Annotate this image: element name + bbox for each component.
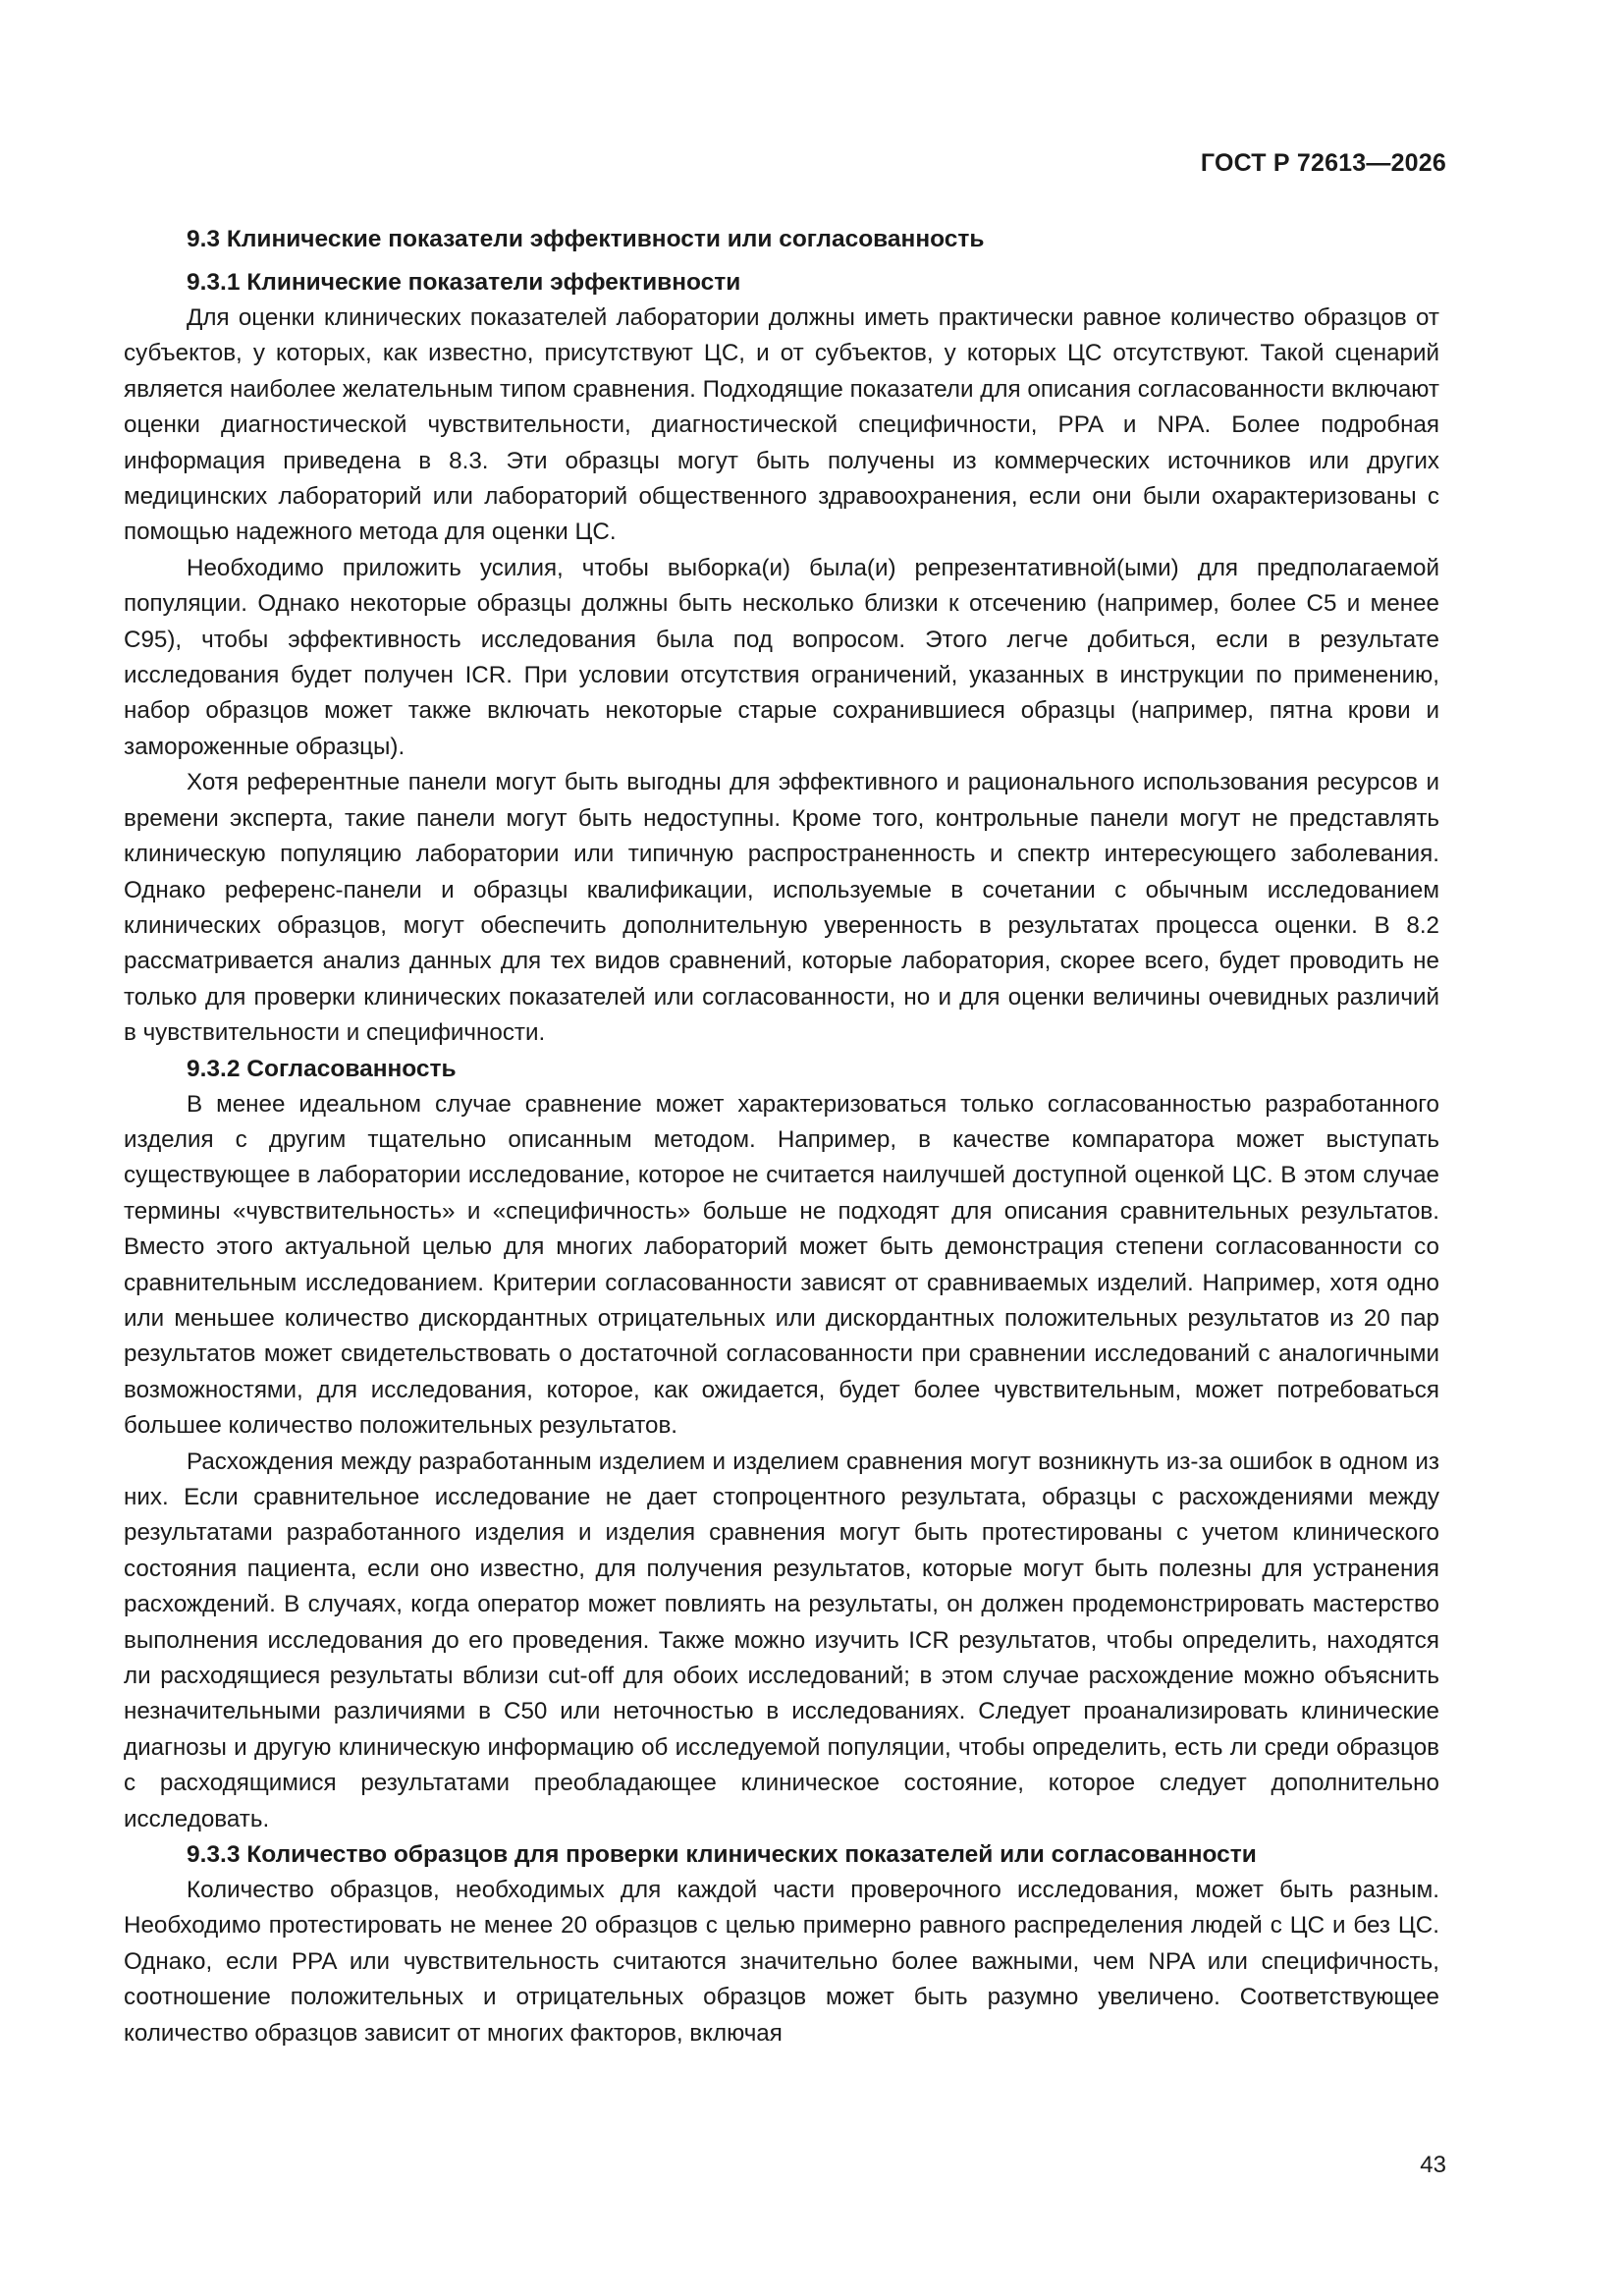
standard-code-header: ГОСТ Р 72613—2026 <box>1200 149 1446 177</box>
paragraph: Хотя референтные панели могут быть выгодны для эффективного и рационального использования ресурсов и времени эксперта, такие панели могут быть недоступны. Кроме того, контрольные панели могут не представлять клиническую популяцию лаборатории или типичную распространенность и спектр интересующего заболевания. Однако референс-панели и образцы квалификации, используемые в сочетании с обычным исследованием клинических образцов, могут обеспечить дополнительную уверенность в результатах процесса оценки. В 8.2 рассматривается анализ данных для тех видов сравнений, которые лаборатория, скорее всего, будет проводить не только для проверки клинических показателей или согласованности, но и для оценки величины очевидных различий в чувствительности и специфичности. <box>124 769 1439 1047</box>
subsection-heading-9-3-2: 9.3.2 Согласованность <box>187 1055 457 1082</box>
paragraph: Количество образцов, необходимых для каждой части проверочного исследования, может быть разным. Необходимо протестировать не менее 20 образцов с целью примерно равного распределения людей с ЦС и без ЦС. Однако, если PPA или чувствительность считаются значительно более важными, чем NPA или специфичность, соотношение положительных и отрицательных образцов может быть разумно увеличено. Соответствующее количество образцов зависит от многих факторов, включая <box>124 1877 1439 2047</box>
section-heading-9-3: 9.3 Клинические показатели эффективности или согласованность <box>187 226 985 252</box>
subsection-heading-9-3-1: 9.3.1 Клинические показатели эффективности <box>187 269 741 296</box>
paragraph: В менее идеальном случае сравнение может характеризоваться только согласованностью разработанного изделия с другим тщательно описанным методом. Например, в качестве компаратора может выступать существующее в лаборатории исследование, которое не считается наилучшей доступной оценкой ЦС. В этом случае термины «чувствительность» и «специфичность» больше не подходят для описания сравнительных результатов. Вместо этого актуальной целью для многих лабораторий может быть демонстрация степени согласованности со сравнительным исследованием. Критерии согласованности зависят от сравниваемых изделий. Например, хотя одно или меньшее количество дискордантных отрицательных или дискордантных положительных результатов из 20 пар результатов может свидетельствовать о достаточной согласованности при сравнении исследований с аналогичными возможностями, для исследования, которое, как ожидается, будет более чувствительным, может потребоваться большее количество положительных результатов. <box>124 1090 1439 1440</box>
document-body <box>124 222 1439 2051</box>
paragraph: Расхождения между разработанным изделием и изделием сравнения могут возникнуть из-за ошибок в одном из них. Если сравнительное исследование не дает стопроцентного результата, образцы с расхождениями между результатами разработанного изделия и изделия сравнения могут быть протестированы с учетом клинического состояния пациента, если оно известно, для получения результатов, которые могут быть полезны для устранения расхождений. В случаях, когда оператор может повлиять на результаты, он должен продемонстрировать мастерство выполнения исследования до его проведения. Также можно изучить ICR результатов, чтобы определить, находятся ли расходящиеся результаты вблизи cut-off для обоих исследований; в этом случае расхождение можно объяснить незначительными различиями в C50 или неточностью в исследованиях. Следует проанализировать клинические диагнозы и другую клиническую информацию об исследуемой популяции, чтобы определить, есть ли среди образцов с расходящимися результатами преобладающее клиническое состояние, которое следует дополнительно исследовать. <box>124 1448 1439 1832</box>
paragraph: Для оценки клинических показателей лаборатории должны иметь практически равное количество образцов от субъектов, у которых, как известно, присутствуют ЦС, и от субъектов, у которых ЦС отсутствуют. Такой сценарий является наиболее желательным типом сравнения. Подходящие показатели для описания согласованности включают оценки диагностической чувствительности, диагностической специфичности, PPA и NPA. Более подробная информация приведена в 8.3. Эти образцы могут быть получены из коммерческих источников или других медицинских лабораторий или лабораторий общественного здравоохранения, если они были охарактеризованы с помощью надежного метода для оценки ЦС. <box>124 304 1439 546</box>
page-number: 43 <box>1420 2152 1446 2178</box>
paragraph: Необходимо приложить усилия, чтобы выборка(и) была(и) репрезентативной(ыми) для предполагаемой популяции. Однако некоторые образцы должны быть несколько близки к отсечению (например, более C5 и менее C95), чтобы эффективность исследования была под вопросом. Этого легче добиться, если в результате исследования будет получен ICR. При условии отсутствия ограничений, указанных в инструкции по применению, набор образцов может также включать некоторые старые сохранившиеся образцы (например, пятна крови и замороженные образцы). <box>124 554 1439 760</box>
subsection-heading-9-3-3: 9.3.3 Количество образцов для проверки клинических показателей или согласованности <box>187 1841 1257 1869</box>
